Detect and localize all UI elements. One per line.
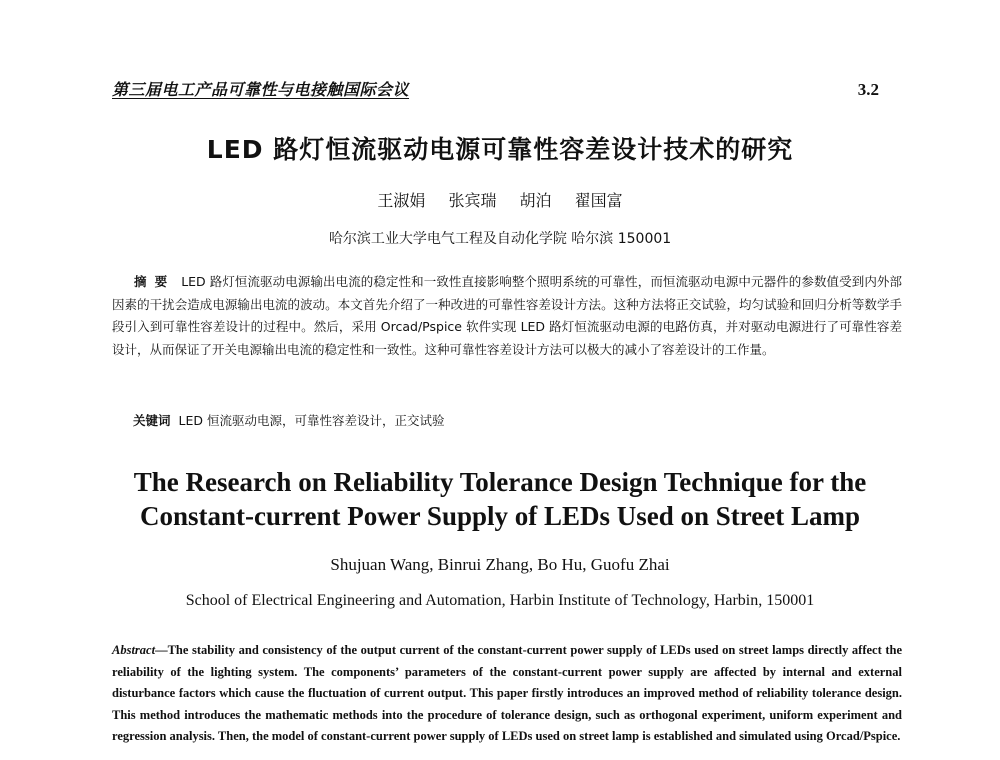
english-title-line-1: The Research on Reliability Tolerance Design Technique for the <box>133 467 867 497</box>
english-title <box>0 465 1000 533</box>
english-abstract-text: —The stability and consistency of the output current of the constant-current power supply of LEDs used on street lamps directly affect the reliability of the lighting system. The components’ parameters of the constant-current power supply are affected by internal and external disturbance factors which cause the fluctuation of current output. This paper firstly introduces an improved method of reliability tolerance design. This method introduces the mathematic methods into the procedure of tolerance design, such as orthogonal experiment, uniform experiment and regression analysis. Then, the model of constant-current power supply of LEDs used on street lamp is established and simulated using Orcad/Pspice. <box>112 643 902 743</box>
english-abstract-label: Abstract <box>112 643 156 657</box>
chinese-title: LED 路灯恒流驱动电源可靠性容差设计技术的研究 <box>206 135 794 164</box>
chinese-abstract-label: 摘要 <box>134 274 176 289</box>
chinese-keywords <box>133 411 444 429</box>
english-affiliation: School of Electrical Engineering and Automation, Harbin Institute of Technology, Harbin, 150001 <box>185 592 815 609</box>
chinese-abstract-text: LED 路灯恒流驱动电源输出电流的稳定性和一致性直接影响整个照明系统的可靠性，而恒流驱动电源中元器件的参数值受到内外部因素的干扰会造成电源输出电流的波动。本文首先介绍了一种改进的可靠性容差设计方法。这种方法将正交试验，均匀试验和回归分析等数学手段引入到可靠性容差设计的过程中。然后，采用 Orcad/Pspice 软件实现 LED 路灯恒流驱动电源的电路仿真，并对驱动电源进行了可靠性容差设计，从而保证了开关电源输出电流的稳定性和一致性。这种可靠性容差设计方法可以极大的减小了容差设计的工作量。 <box>112 274 902 357</box>
chinese-keywords-text: LED 恒流驱动电源，可靠性容差设计，正交试验 <box>178 413 445 428</box>
conference-header: 第三届电工产品可靠性与电接触国际会议 <box>112 80 410 99</box>
chinese-affiliation: 哈尔滨工业大学电气工程及自动化学院 哈尔滨 150001 <box>328 231 672 247</box>
chinese-abstract <box>112 271 902 361</box>
section-number: 3.2 <box>857 80 879 99</box>
english-authors: Shujuan Wang, Binrui Zhang, Bo Hu, Guofu Zhai <box>330 555 670 574</box>
chinese-keywords-label: 关键词 <box>133 413 171 428</box>
english-title-line-2: Constant-current Power Supply of LEDs Used on Street Lamp <box>139 501 861 531</box>
chinese-authors: 王淑娟 张宾瑞 胡泊 翟国富 <box>377 191 623 210</box>
english-abstract <box>112 640 902 748</box>
